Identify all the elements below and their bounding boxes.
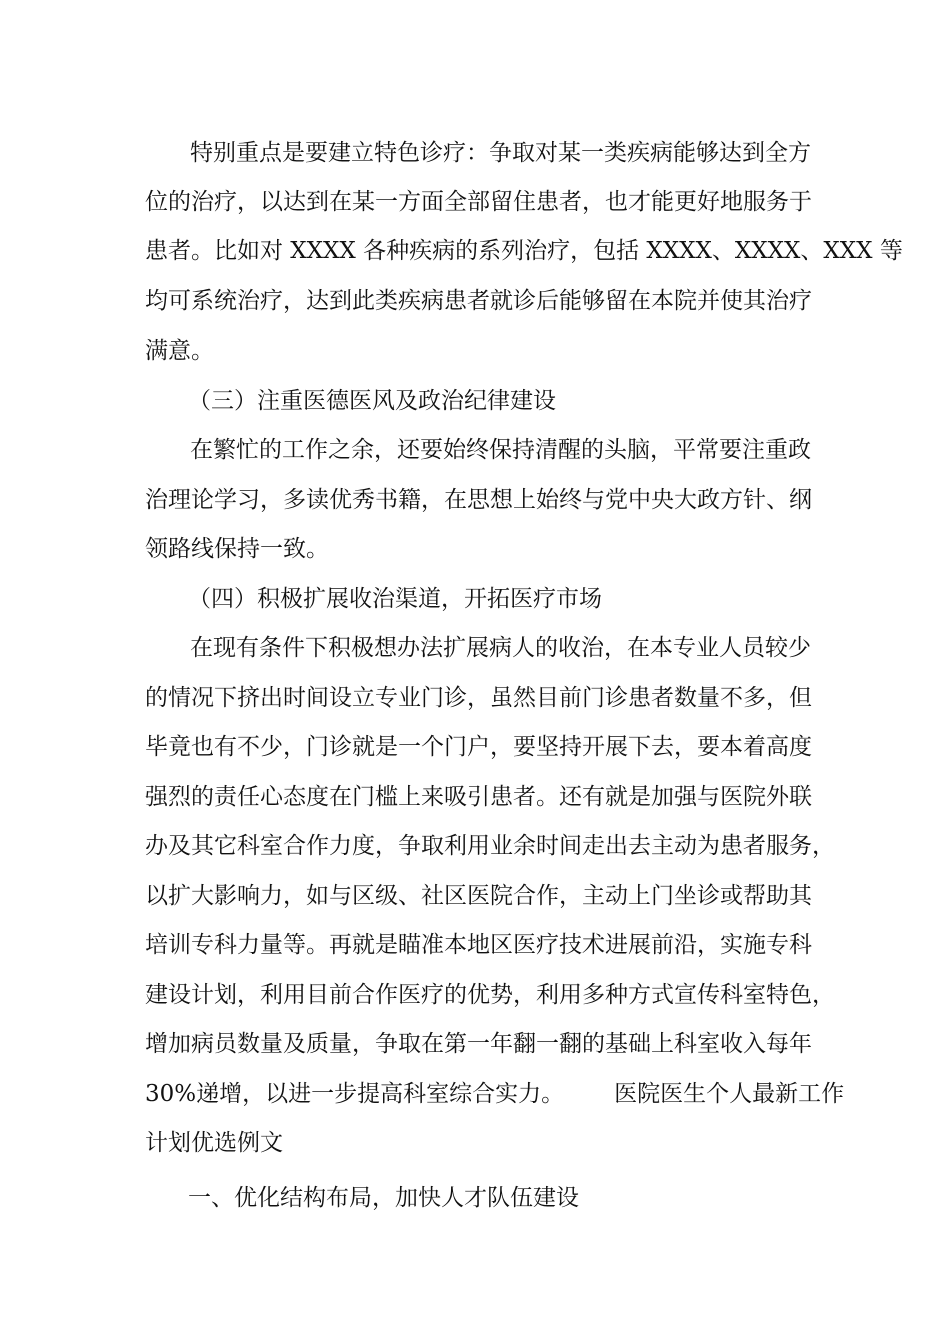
paragraph-line: 建设计划，利用目前合作医疗的优势，利用多种方式宣传科室特色，: [145, 982, 835, 1008]
doc-title-part1: 医院医生个人最新工作: [614, 1081, 845, 1107]
paragraph-line: 毕竟也有不少，门诊就是一个门户，要坚持开展下去，要本着高度: [145, 734, 812, 760]
paragraph-line: 办及其它科室合作力度，争取利用业余时间走出去主动为患者服务，: [145, 833, 835, 859]
paragraph-last-text: 30%递增，以进一步提高科室综合实力。: [145, 1081, 565, 1107]
section-heading-4: （四）积极扩展收治渠道，开拓医疗市场: [188, 586, 602, 612]
paragraph-last-line: [145, 1078, 845, 1110]
paragraph-line: 领路线保持一致。: [145, 536, 329, 562]
paragraph-line: 特别重点是要建立特色诊疗：争取对某一类疾病能够达到全方: [190, 140, 811, 166]
paragraph-line: 以扩大影响力，如与区级、社区医院合作，主动上门坐诊或帮助其: [145, 883, 812, 909]
doc-title-part2: 计划优选例文: [145, 1130, 283, 1156]
section-heading-3: （三）注重医德医风及政治纪律建设: [188, 388, 556, 414]
paragraph-line: 患者。比如对 XXXX 各种疾病的系列治疗，包括 XXXX、XXXX、XXX 等: [145, 238, 903, 264]
paragraph-line: 满意。: [145, 338, 214, 364]
paragraph-line: 增加病员数量及质量，争取在第一年翻一翻的基础上科室收入每年: [145, 1031, 812, 1057]
paragraph-line: 位的治疗，以达到在某一方面全部留住患者，也才能更好地服务于: [145, 189, 812, 215]
paragraph-line: 的情况下挤出时间设立专业门诊，虽然目前门诊患者数量不多，但: [145, 685, 812, 711]
paragraph-line: 在现有条件下积极想办法扩展病人的收治，在本专业人员较少: [190, 635, 811, 661]
paragraph-line: 治理论学习，多读优秀书籍，在思想上始终与党中央大政方针、纲: [145, 487, 812, 513]
paragraph-line: 均可系统治疗，达到此类疾病患者就诊后能够留在本院并使其治疗: [145, 288, 812, 314]
paragraph-line: 在繁忙的工作之余，还要始终保持清醒的头脑，平常要注重政: [190, 437, 811, 463]
section-heading-1: 一、优化结构布局，加快人才队伍建设: [188, 1185, 579, 1211]
paragraph-line: 培训专科力量等。再就是瞄准本地区医疗技术进展前沿，实施专科: [145, 932, 812, 958]
paragraph-line: 强烈的责任心态度在门槛上来吸引患者。还有就是加强与医院外联: [145, 784, 812, 810]
